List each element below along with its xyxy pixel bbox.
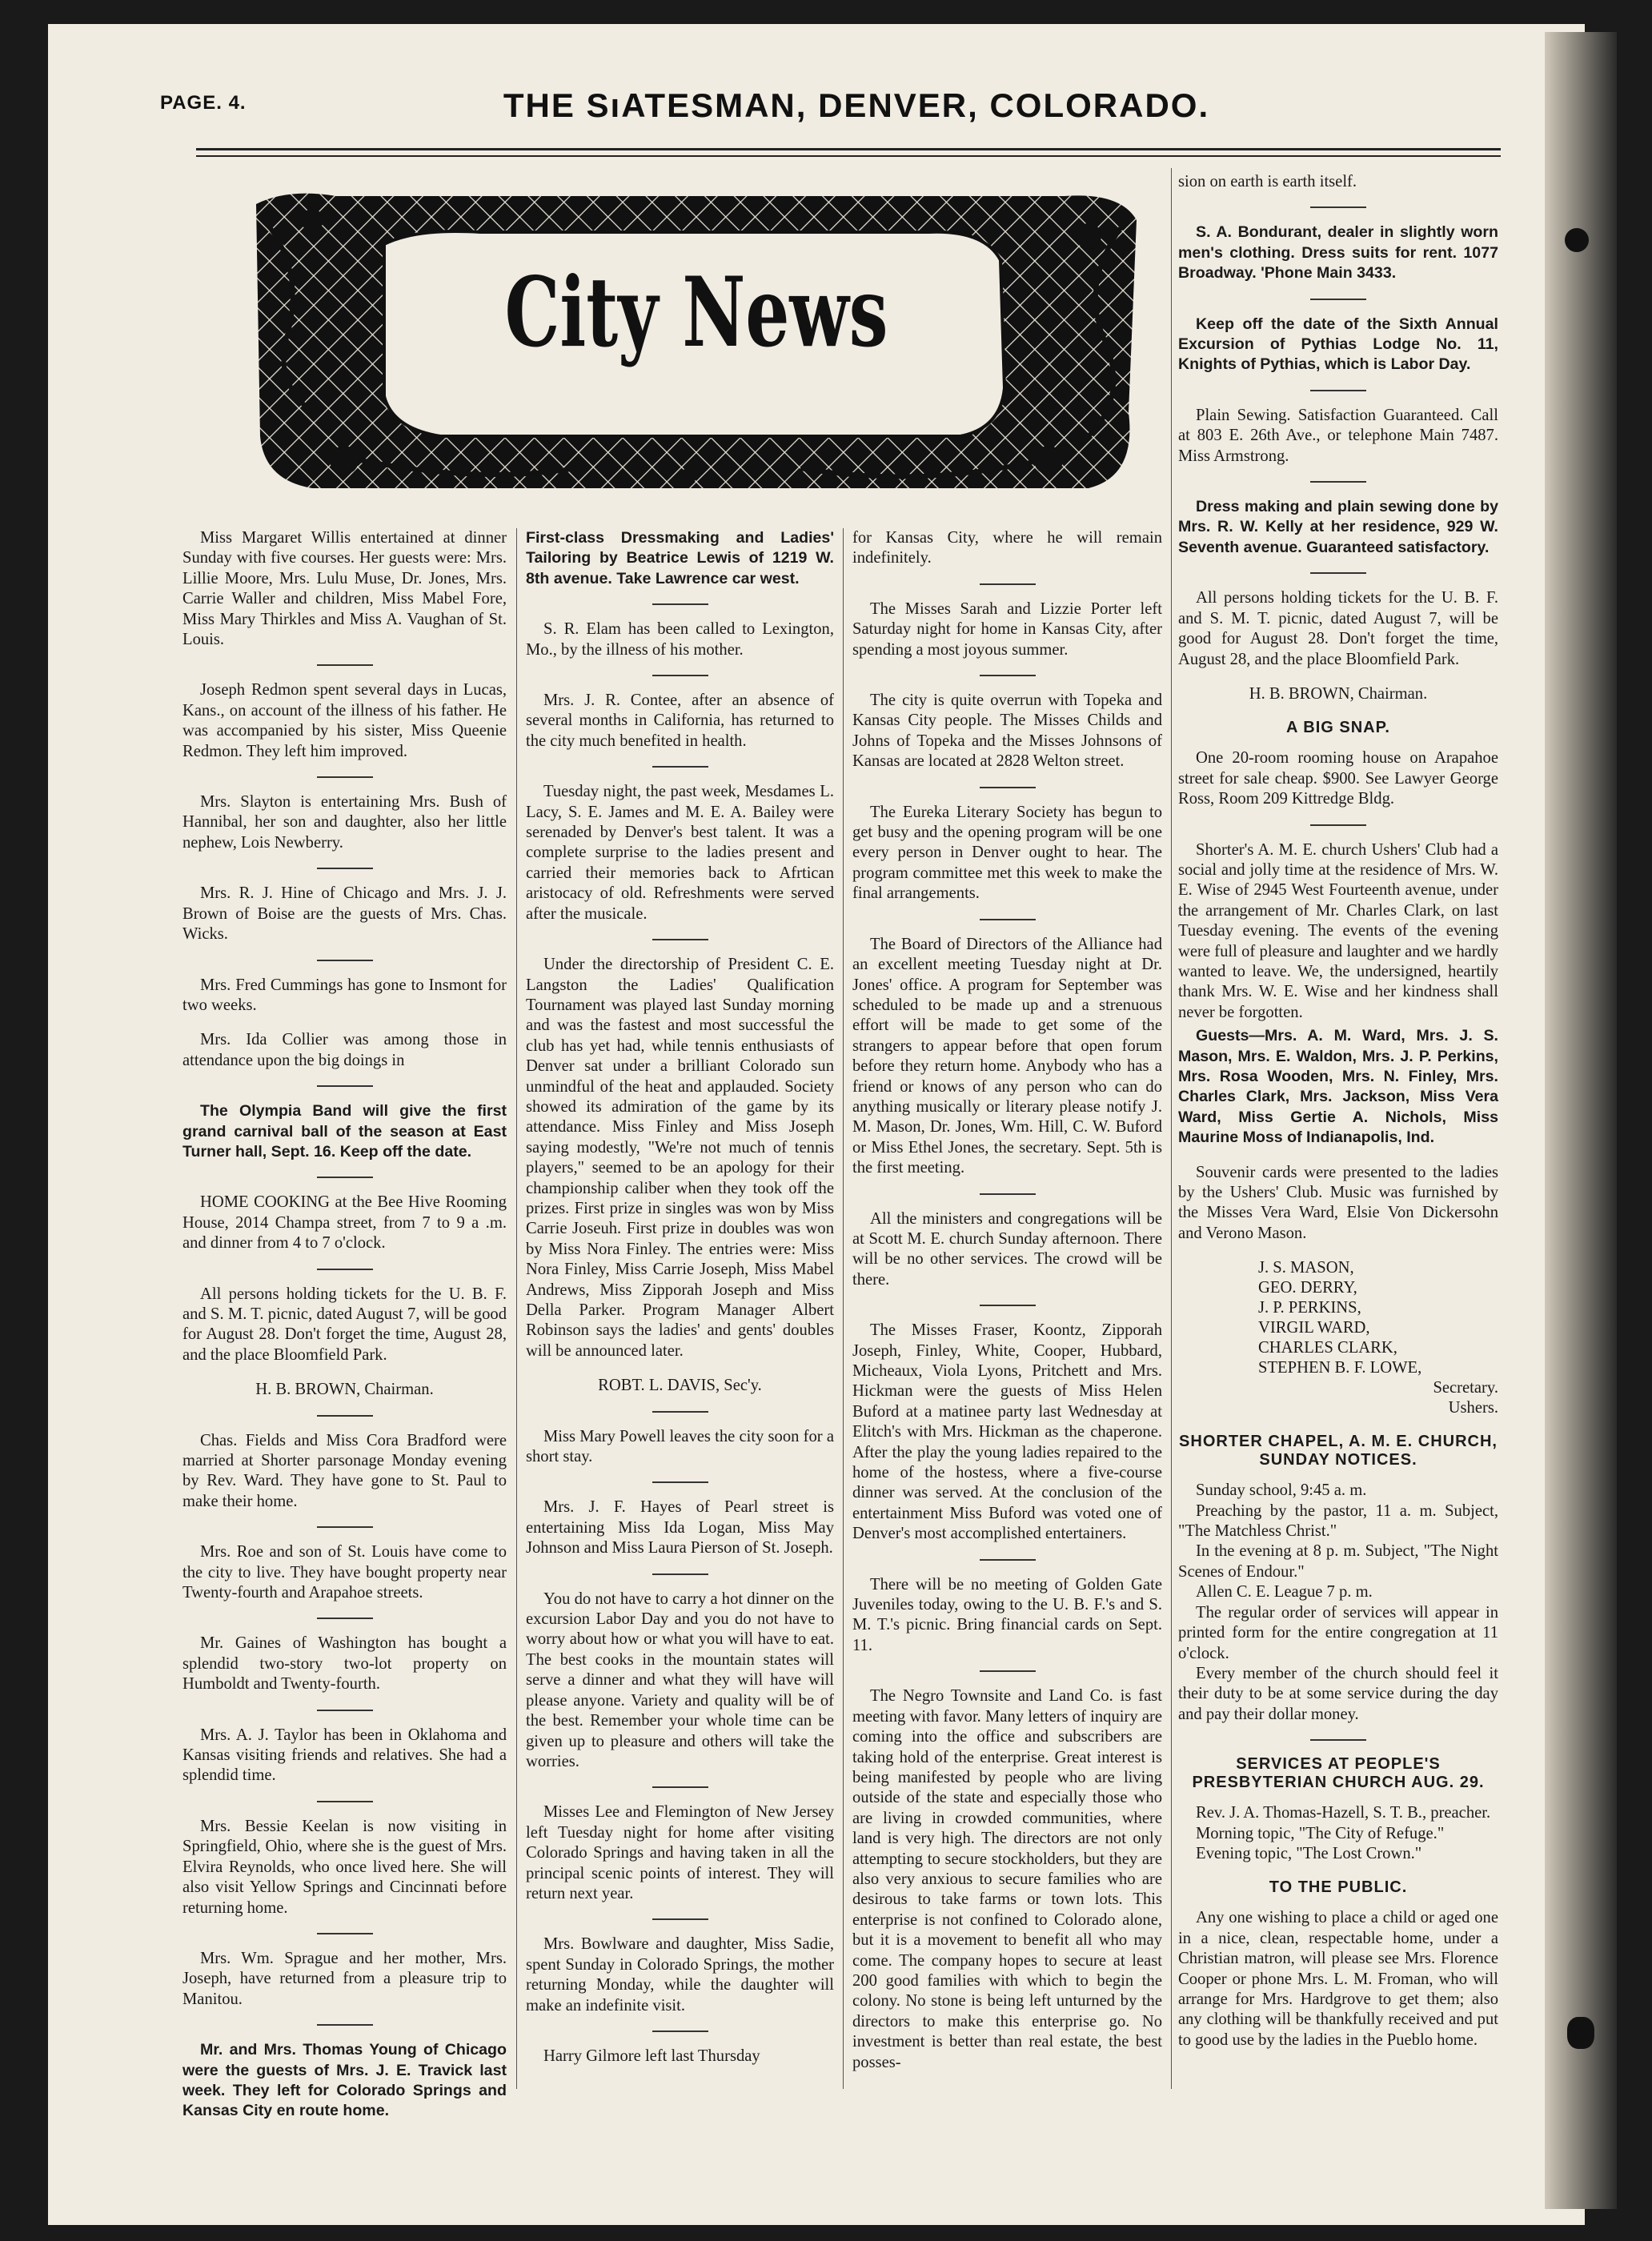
news-item: Mrs. J. R. Contee, after an absence of several months in California, has returned to the city much benefited in health. <box>526 692 834 750</box>
item-separator <box>317 2024 373 2026</box>
news-item: Mr. and Mrs. Thomas Young of Chicago were the guests of Mrs. J. E. Travick last week. They left for Colorado Springs and Kansas City en route home. <box>182 2041 507 2120</box>
news-item: Shorter's A. M. E. church Ushers' Club had a social and jolly time at the residence of Mrs. W. E. Wise of 2945 West Fourteenth avenue, under the arrangement of Mr. Charles Clark, on last Tuesday evening. The events of the evening were full of pleasure and laughter and we hardly wanted to leave. We, the undersigned, heartily thank Mrs. W. E. Wise and her kindness shall never be forgotten. <box>1178 840 1498 1021</box>
news-item: Any one wishing to place a child or aged one in a nice, clean, respectable home, under a Christian matron, will please see Mrs. Florence Cooper or phone Mrs. L. M. Froman, who will arrange for Mrs. Hardgrove to get them; also any clothing will be thankfully received and put to good use by the ladies in the Pueblo home. <box>1178 1909 1498 2049</box>
item-separator <box>652 1786 708 1788</box>
news-item: Mrs. Slayton is entertaining Mrs. Bush of Hannibal, her son and daughter, also her little nephew, Lois Newberry. <box>182 793 507 852</box>
page-number: PAGE. 4. <box>160 92 247 114</box>
item-separator <box>652 1918 708 1920</box>
signer: CHARLES CLARK, <box>1258 1339 1397 1357</box>
notice-line: Every member of the church should feel it their duty to be at some service during the day and pay their dollar money. <box>1178 1664 1498 1723</box>
news-item: The Misses Fraser, Koontz, Zipporah Joseph, Finley, White, Cooper, Hubbard, Micheaux, Viola Lyons, Pritchett and Mrs. Hickman were the guests of Miss Helen Buford at a matinee party last Wednesday at Elitch's with Mrs. Hickman as the chaperone. After the play the young ladies repaired to the home of the hostess, where a five-course dinner was served. At the conclusion of the entertainment Miss Buford was voted one of Denver's most accomplished entertainers. <box>852 1321 1162 1543</box>
news-item: Mrs. Fred Cummings has gone to Insmont for two weeks. <box>182 976 507 1014</box>
news-item: Mrs. R. J. Hine of Chicago and Mrs. J. J. Brown of Boise are the guests of Mrs. Chas. Wicks. <box>182 884 507 944</box>
signer: VIRGIL WARD, <box>1258 1319 1370 1337</box>
news-item: S. R. Elam has been called to Lexington, Mo., by the illness of his mother. <box>526 620 834 659</box>
item-separator <box>1310 481 1366 483</box>
notice-line: The regular order of services will appear in printed form for the entire congregation at 11 o'clock. <box>1178 1603 1498 1662</box>
item-separator <box>980 919 1036 920</box>
item-separator <box>317 868 373 869</box>
notice-line: In the evening at 8 p. m. Subject, "The Night Scenes of Endour." <box>1178 1542 1498 1581</box>
item-separator <box>652 2031 708 2032</box>
notice-line: Sunday school, 9:45 a. m. <box>1196 1481 1367 1500</box>
column-2 <box>526 528 834 2081</box>
item-separator <box>980 583 1036 585</box>
item-separator <box>980 1193 1036 1195</box>
advertisement: One 20-room rooming house on Arapahoe street for sale cheap. $900. See Lawyer George Ross, Room 209 Kittredge Bldg. <box>1178 749 1498 808</box>
item-separator <box>317 1801 373 1802</box>
item-separator <box>980 1559 1036 1561</box>
column-4 <box>1178 172 1498 2065</box>
advertisement: S. A. Bondurant, dealer in slightly worn men's clothing. Dress suits for rent. 1077 Broadway. 'Phone Main 3433. <box>1178 223 1498 283</box>
news-item: Misses Lee and Flemington of New Jersey left Tuesday night for home after visiting Colorado Springs and having taken in all the principal scenic points of interest. They will return next year. <box>526 1803 834 1902</box>
item-separator <box>317 960 373 961</box>
news-item: All the ministers and congregations will be at Scott M. E. church Sunday afternoon. There will be no other services. The crowd will be there. <box>852 1209 1162 1289</box>
signature: H. B. BROWN, Chairman. <box>255 1381 434 1399</box>
news-item: The Negro Townsite and Land Co. is fast meeting with favor. Many letters of inquiry are coming into the office and subscribers are taking hold of the enterprise. Great interest is being manifested by people who are living outside of the state and especially those who are living in crowded communities, where land is very high. The directors are not only attempting to secure stockholders, but they are also very anxious to secure families who are desirous to take farms or town lots. This enterprise is not confined to Colorado alone, but it is a movement to benefit all who may come. The company hopes to secure at least 200 good families with which to begin the colony. No stone is being left unturned by the directors to make this enterprise go. No investment is better than real estate, the best posses- <box>852 1687 1162 2071</box>
news-item: Mrs. Bowlware and daughter, Miss Sadie, spent Sunday in Colorado Springs, the mother returning Monday, while the daughter will make an indefinite visit. <box>526 1935 834 2014</box>
signer: STEPHEN B. F. LOWE, <box>1258 1359 1422 1377</box>
news-item: Tuesday night, the past week, Mesdames L. Lacy, S. E. James and M. E. A. Bailey were serenaded by Denver's best talent. It was a complete surprise to the ladies present and carried their memories back to Afrtican aristocacy of old. Refreshments were served after the musicale. <box>526 783 834 923</box>
advertisement: The Olympia Band will give the first grand carnival ball of the season at East Turner hall, Sept. 16. Keep off the date. <box>182 1102 507 1161</box>
page-edge-shadow <box>1545 32 1617 2209</box>
city-news-title: City News <box>504 256 888 369</box>
news-item: Harry Gilmore left last Thursday <box>543 2047 760 2065</box>
news-item: You do not have to carry a hot dinner on the excursion Labor Day and you do not have to worry about how or what you will have to eat. The best cooks in the mountain states will serve a dinner and what they will have will please anyone. Variety and quality will be of the best. Remember your whole time can be given up to pleasure and others will take the worries. <box>526 1590 834 1770</box>
advertisement: First-class Dressmaking and Ladies' Tailoring by Beatrice Lewis of 1219 W. 8th avenue. Take Lawrence car west. <box>526 529 834 587</box>
item-separator <box>980 1305 1036 1306</box>
news-item: Miss Mary Powell leaves the city soon for a short stay. <box>526 1427 834 1466</box>
news-item: Chas. Fields and Miss Cora Bradford were married at Shorter parsonage Monday evening by Rev. Ward. They have gone to St. Paul to make their home. <box>182 1431 507 1510</box>
item-separator <box>317 1415 373 1417</box>
item-separator <box>652 1481 708 1483</box>
item-separator <box>317 1177 373 1178</box>
masthead-rule <box>196 148 1501 157</box>
section-heading-big-snap: A BIG SNAP. <box>1286 719 1390 737</box>
item-separator <box>980 1670 1036 1672</box>
signer: GEO. DERRY, <box>1258 1279 1357 1297</box>
news-item: All persons holding tickets for the U. B. F. and S. M. T. picnic, dated August 7, will be good for August 28. Don't forget the time, August 28, and the place Bloomfield Park. <box>1178 589 1498 668</box>
column-rule-3 <box>1171 168 1172 2089</box>
news-item: Mrs. Roe and son of St. Louis have come to the city to live. They have bought property near Twenty-fourth and Arapahoe streets. <box>182 1543 507 1602</box>
item-separator <box>652 1411 708 1413</box>
advertisement: Plain Sewing. Satisfaction Guaranteed. Call at 803 E. 26th Ave., or telephone Main 7487. Miss Armstrong. <box>1178 406 1498 465</box>
item-separator <box>317 1526 373 1528</box>
news-item: Joseph Redmon spent several days in Lucas, Kans., on account of the illness of his father. He was accompanied by his sister, Miss Queenie Redmon. They left him improved. <box>182 681 507 760</box>
signer-list <box>1178 1258 1498 1418</box>
item-separator <box>1310 299 1366 300</box>
news-item: The Misses Sarah and Lizzie Porter left Saturday night for home in Kansas City, after spending a most joyous summer. <box>852 599 1162 659</box>
guest-list: Guests—Mrs. A. M. Ward, Mrs. J. S. Mason, Mrs. E. Waldon, Mrs. J. P. Perkins, Mrs. Rosa Wooden, Mrs. N. Finley, Mrs. Charles Clark, Mrs. Jackson, Miss Vera Ward, Miss Gertie A. Nichols, Miss Maurine Moss of Indianapolis, Ind. <box>1178 1027 1498 1147</box>
item-separator <box>1310 206 1366 208</box>
news-item: Mrs. Wm. Sprague and her mother, Mrs. Joseph, have returned from a pleasure trip to Manitou. <box>182 1949 507 2008</box>
notice-line: Allen C. E. League 7 p. m. <box>1196 1583 1373 1602</box>
item-separator <box>317 1710 373 1711</box>
column-3 <box>852 528 1162 2087</box>
news-item: for Kansas City, where he will remain indefinitely. <box>852 529 1162 567</box>
signature: H. B. BROWN, Chairman. <box>1249 684 1428 703</box>
item-separator <box>317 1085 373 1087</box>
news-item: The Board of Directors of the Alliance had an excellent meeting Tuesday night at Dr. Jones' office. A program for September was scheduled to be made up and a strenuous effort will be made to get some of the strangers to appear before that open forum before they return home. Anybody who has a friend or knows of any person who can do anything musically or literary please notify J. M. Mason, Dr. Jones, Wm. Hill, C. W. Buford or Miss Ethel Jones, the secretary. Sept. 5th is the first meeting. <box>852 935 1162 1177</box>
news-item: Mrs. Bessie Keelan is now visiting in Springfield, Ohio, where she is the guest of Mrs. Elvira Reynolds, who once lived here. She will also visit Yellow Springs and Cincinnati before returning home. <box>182 1817 507 1917</box>
news-item: There will be no meeting of Golden Gate Juveniles today, owing to the U. B. F.'s and S. M. T.'s picnic. Bring financial cards on Sept. 11. <box>852 1575 1162 1654</box>
column-rule-1 <box>516 528 517 2089</box>
signer-title: Secretary. <box>1433 1379 1498 1397</box>
signer: J. S. MASON, <box>1258 1259 1354 1277</box>
column-rule-2 <box>843 528 844 2089</box>
news-item: Miss Margaret Willis entertained at dinner Sunday with five courses. Her guests were: Mrs. Lillie Moore, Mrs. Lulu Muse, Dr. Jones, Mrs. Carrie Waller and children, Miss Mabel Fore, Miss Mary Thirkles and Miss A. Vaughan of St. Louis. <box>182 529 507 649</box>
item-separator <box>1310 572 1366 574</box>
item-separator <box>317 1618 373 1619</box>
item-separator <box>652 675 708 676</box>
notice-line: Morning topic, "The City of Refuge." <box>1196 1824 1445 1842</box>
section-heading-presbyterian: SERVICES AT PEOPLE'S PRESBYTERIAN CHURCH AUG. 29. <box>1192 1755 1485 1792</box>
item-separator <box>652 603 708 605</box>
item-separator <box>317 664 373 666</box>
item-separator <box>980 787 1036 788</box>
notice-line: Rev. J. A. Thomas-Hazell, S. T. B., preacher. <box>1196 1804 1491 1822</box>
news-item: Mrs. J. F. Hayes of Pearl street is entertaining Miss Ida Logan, Miss May Johnson and Miss Laura Pierson of St. Joseph. <box>526 1498 834 1557</box>
item-separator <box>317 1933 373 1934</box>
item-separator <box>652 939 708 940</box>
notice-line: Evening topic, "The Lost Crown." <box>1196 1844 1422 1862</box>
item-separator <box>317 776 373 778</box>
item-separator <box>652 766 708 768</box>
advertisement: Dress making and plain sewing done by Mrs. R. W. Kelly at her residence, 929 W. Seventh avenue. Guaranteed satisfactory. <box>1178 498 1498 556</box>
item-separator <box>652 1574 708 1575</box>
news-item: Mr. Gaines of Washington has bought a splendid two-story two-lot property on Humboldt and Twenty-fourth. <box>182 1634 507 1694</box>
signature: ROBT. L. DAVIS, Sec'y. <box>598 1377 762 1395</box>
advertisement: Keep off the date of the Sixth Annual Excursion of Pythias Lodge No. 11, Knights of Pythias, which is Labor Day. <box>1178 315 1498 374</box>
item-separator <box>980 675 1036 676</box>
signer: J. P. PERKINS, <box>1258 1299 1361 1317</box>
news-item: Mrs. Ida Collier was among those in attendance upon the big doings in <box>182 1031 507 1069</box>
news-item: sion on earth is earth itself. <box>1178 173 1357 190</box>
signer-title: Ushers. <box>1448 1399 1498 1417</box>
item-separator <box>1310 1739 1366 1741</box>
column-1 <box>182 528 507 2136</box>
news-item: Mrs. A. J. Taylor has been in Oklahoma and Kansas visiting friends and relatives. She had a splendid time. <box>182 1726 507 1785</box>
news-item: The city is quite overrun with Topeka and Kansas City people. The Misses Childs and Johns of Topeka and the Misses Johnsons of Kansas are located at 2828 Welton street. <box>852 692 1162 771</box>
item-separator <box>1310 390 1366 391</box>
advertisement: HOME COOKING at the Bee Hive Rooming House, 2014 Champa street, from 7 to 9 a .m. and dinner from 4 to 7 o'clock. <box>182 1193 507 1253</box>
notice-line: Preaching by the pastor, 11 a. m. Subject, "The Matchless Christ." <box>1178 1501 1498 1541</box>
item-separator <box>1310 824 1366 826</box>
section-heading-to-the-public: TO THE PUBLIC. <box>1269 1878 1408 1897</box>
news-item: The Eureka Literary Society has begun to get busy and the opening program will be one every person in Denver ought to hear. The program committee met this week to make the final arrangements. <box>852 803 1162 903</box>
masthead: THE SıATESMAN, DENVER, COLORADO. <box>503 86 1210 124</box>
section-heading-shorter-chapel: SHORTER CHAPEL, A. M. E. CHURCH, SUNDAY NOTICES. <box>1179 1433 1498 1469</box>
page-damage-mark <box>1565 228 1589 252</box>
news-item: All persons holding tickets for the U. B. F. and S. M. T. picnic, dated August 7, will be good for August 28. Don't forget the time, August 28, and the place Bloomfield Park. <box>182 1285 507 1364</box>
item-separator <box>317 1269 373 1270</box>
news-item: Souvenir cards were presented to the ladies by the Ushers' Club. Music was furnished by the Misses Vera Ward, Elsie Von Dickersohn and Verono Mason. <box>1178 1163 1498 1242</box>
page-damage-mark <box>1567 2017 1594 2049</box>
news-item: Under the directorship of President C. E. Langston the Ladies' Qualification Tournament was played last Sunday morning and was the fastest and most successful the club has yet had, while tennis enthusiasts of Denver sat under a brilliant Colorado sun unmindful of the heat and applauded. Society showed its admiration of the game by its attendance. Miss Finley and Miss Joseph saying modestly, "We're not much of tennis players," seemed to be an apology for their championship caliber when they took off the prizes. First prize in singles was won by Miss Carrie Joseuh. First prize in doubles was won by Miss Nora Finley. The entries were: Miss Nora Finley, Miss Carrie Joseph, Miss Mabel Andrews, Miss Zipporah Joseph and Miss Della Parker. Program Manager Albert Robinson says the ladies' and gents' doubles will be announced later. <box>526 956 834 1360</box>
